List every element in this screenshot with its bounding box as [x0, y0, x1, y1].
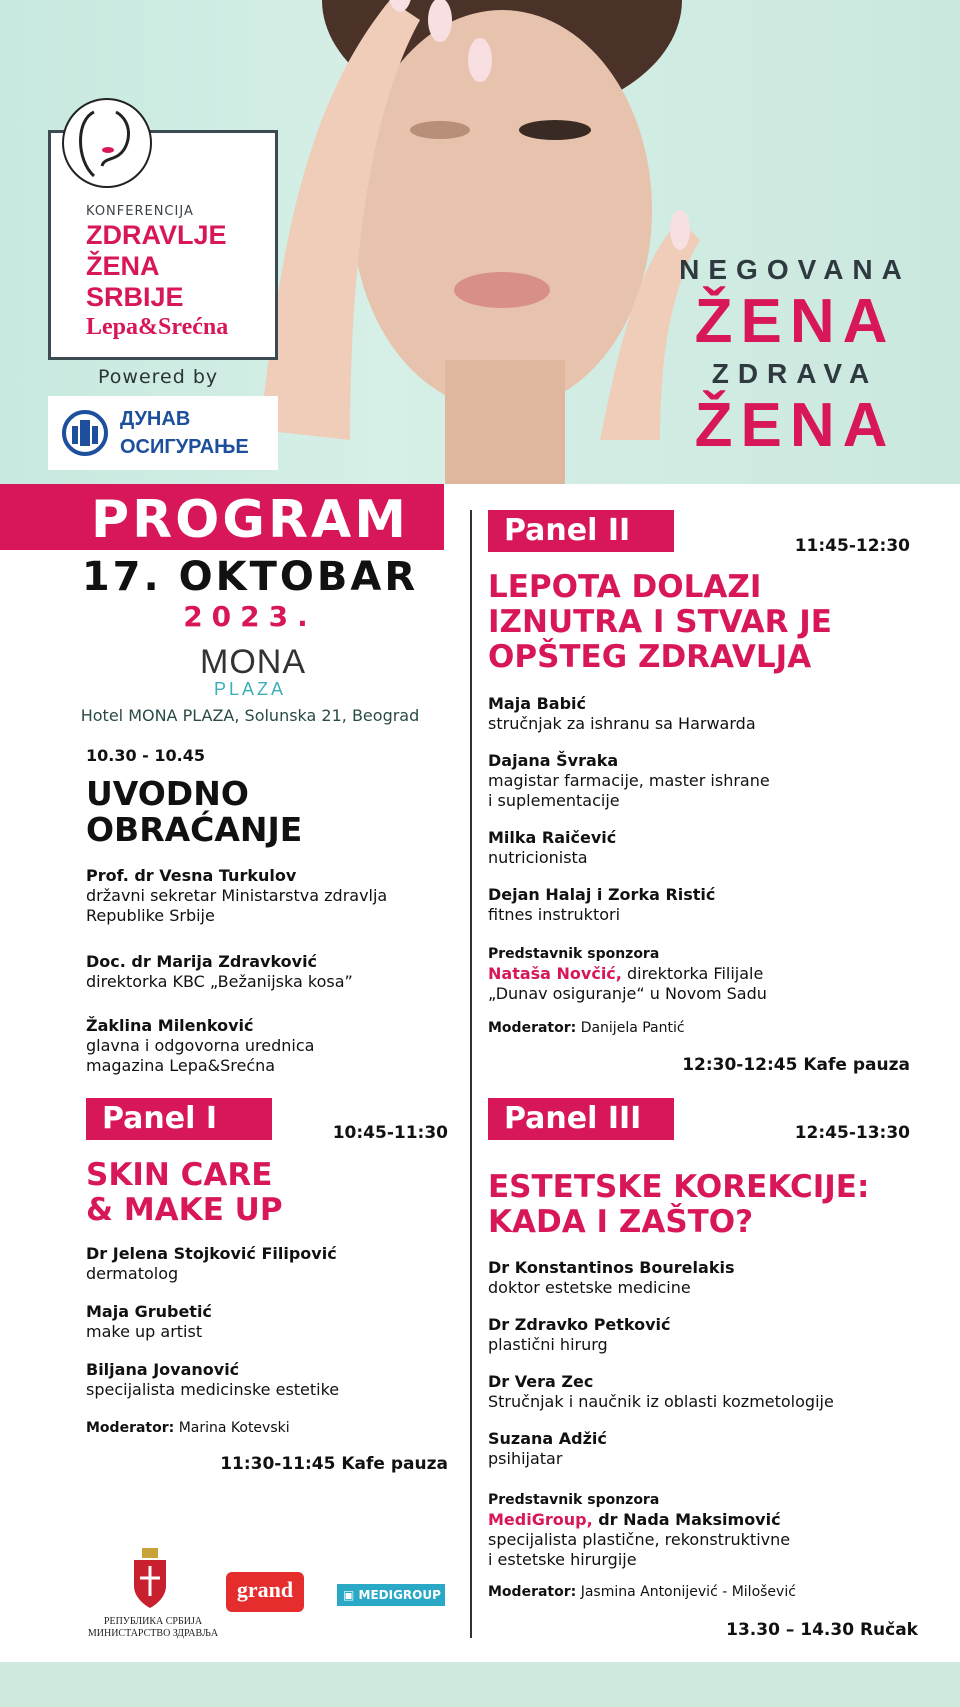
- column-divider: [470, 510, 472, 1638]
- event-year: 2023.: [183, 600, 317, 633]
- dunav-logo-text: ДУНАВ ОСИГУРАЊЕ: [120, 408, 249, 458]
- program-banner: [0, 484, 444, 550]
- slogan-line-4: ŽENA: [694, 391, 896, 460]
- slogan-line-2: ŽENA: [694, 287, 896, 356]
- intro-speaker: Žaklina Milenković glavna i odgovorna urednica magazina Lepa&Srećna: [86, 1016, 315, 1075]
- panel-1-moderator: Moderator: Marina Kotevski: [86, 1420, 290, 1436]
- intro-speaker: Prof. dr Vesna Turkulov državni sekretar Ministarstva zdravlja Republike Srbije: [86, 866, 388, 925]
- panel-3-moderator: Moderator: Jasmina Antonijević - Milošević: [488, 1584, 796, 1600]
- powered-by-label: Powered by: [98, 366, 219, 388]
- slogan-line-3: ZDRAVA: [711, 358, 879, 389]
- medigroup-icon: ▣: [343, 1588, 359, 1602]
- intro-speaker: Doc. dr Marija Zdravković direktorka KBC „Bežanijska kosa”: [86, 952, 353, 991]
- panel-2-title: LEPOTA DOLAZI IZNUTRA I STVAR JE OPŠTEG ZDRAVLJA: [488, 569, 832, 675]
- conference-title: ZDRAVLJE ŽENA SRBIJE: [86, 220, 227, 312]
- panel-3-title: ESTETSKE KOREKCIJE: KADA I ZAŠTO?: [488, 1169, 870, 1240]
- panel-2-speaker: Maja Babić stručnjak za ishranu sa Harwarda: [488, 694, 756, 733]
- panel-3-speaker: Dr Zdravko Petković plastični hirurg: [488, 1315, 671, 1354]
- hero-banner: [0, 0, 960, 484]
- mona-plaza-logo: MONA PLAZA: [200, 643, 306, 699]
- panel-2-sponsor-representative: Predstavnik sponzora Nataša Novčić, direktorka Filijale „Dunav osiguranje“ u Novom Sadu: [488, 946, 767, 1003]
- panel-3-speaker: Dr Konstantinos Bourelakis doktor estetske medicine: [488, 1258, 735, 1297]
- medigroup-logo: ▣ MEDIGROUP: [337, 1584, 445, 1606]
- panel-3-speaker: Suzana Adžić psihijatar: [488, 1429, 607, 1468]
- panel-2-time: 11:45-12:30: [794, 536, 910, 556]
- conference-label: KONFERENCIJA: [86, 204, 194, 219]
- panel-2-moderator: Moderator: Danijela Pantić: [488, 1020, 685, 1036]
- panel-3-speaker: Dr Vera Zec Stručnjak i naučnik iz oblasti kozmetologije: [488, 1372, 834, 1411]
- panel-1-time: 10:45-11:30: [332, 1123, 448, 1143]
- panel-1-speaker: Biljana Jovanović specijalista medicinske estetike: [86, 1360, 340, 1399]
- woman-profile-logo-icon: [62, 98, 152, 188]
- footer-band: [0, 1662, 960, 1707]
- ministry-of-health-label: РЕПУБЛИКА СРБИЈА МИНИСТАРСТВО ЗДРАВЉА: [87, 1616, 219, 1639]
- panel-1-coffee-break: 11:30-11:45 Kafe pauza: [220, 1454, 448, 1474]
- grand-logo: grand: [226, 1572, 304, 1612]
- panel-1-title: SKIN CARE & MAKE UP: [86, 1157, 283, 1228]
- intro-title: UVODNO OBRAĆANJE: [86, 774, 303, 849]
- panel-1-speaker: Maja Grubetić make up artist: [86, 1302, 212, 1341]
- lunch-break: 13.30 – 14.30 Ručak: [726, 1620, 918, 1640]
- panel-2-speaker: Dejan Halaj i Zorka Ristić fitnes instruktori: [488, 885, 716, 924]
- panel-2-coffee-break: 12:30-12:45 Kafe pauza: [682, 1055, 910, 1075]
- program-title: PROGRAM: [90, 490, 410, 550]
- dunav-emblem-icon: [62, 410, 108, 456]
- venue-address: Hotel MONA PLAZA, Solunska 21, Beograd: [80, 706, 420, 725]
- panel-2-speaker: Milka Raičević nutricionista: [488, 828, 617, 867]
- panel-3-tag: Panel III: [488, 1098, 674, 1140]
- panel-1-tag: Panel I: [86, 1098, 272, 1140]
- magazine-brand: Lepa&Srećna: [86, 314, 229, 340]
- panel-3-time: 12:45-13:30: [794, 1123, 910, 1143]
- intro-time: 10.30 - 10.45: [86, 746, 205, 765]
- slogan-line-1: NEGOVANA: [679, 254, 911, 285]
- panel-2-speaker: Dajana Švraka magistar farmacije, master ishrane i suplementacije: [488, 751, 770, 810]
- event-date: 17. OKTOBAR: [81, 554, 419, 600]
- panel-2-tag: Panel II: [488, 510, 674, 552]
- panel-1-speaker: Dr Jelena Stojković Filipović dermatolog: [86, 1244, 337, 1283]
- serbia-coat-of-arms-icon: [130, 1546, 170, 1610]
- panel-3-sponsor-representative: Predstavnik sponzora MediGroup, dr Nada Maksimović specijalista plastične, rekonstruktivne i estetske hirurgije: [488, 1492, 791, 1569]
